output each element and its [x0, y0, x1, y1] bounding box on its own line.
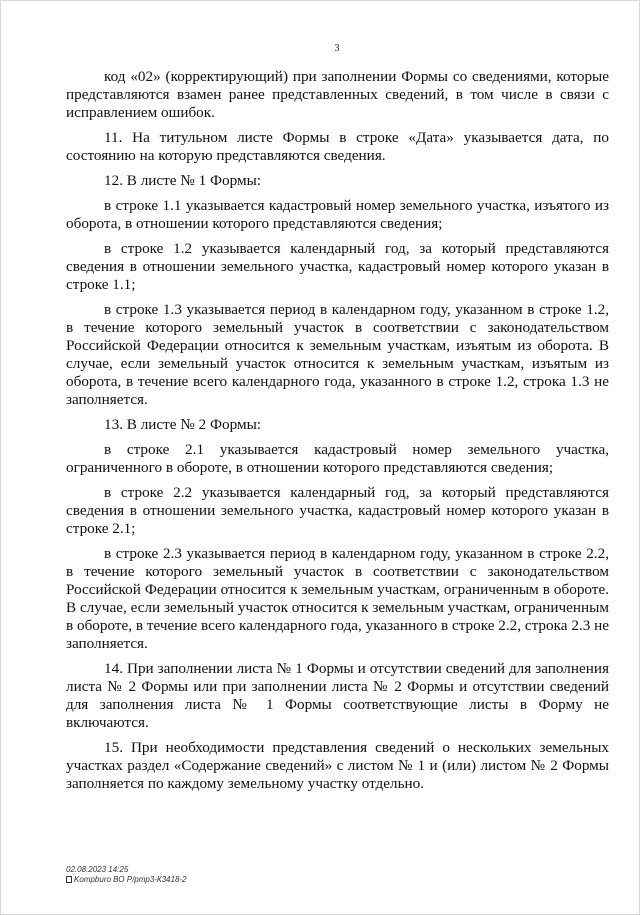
paragraph-continuation: код «02» (корректирующий) при заполнении Формы со сведениями, которые представляются взамен ранее представленных сведений, в том числе в связи с исправлением ошибок.	[66, 68, 609, 121]
paragraph-12-heading: 12. В листе № 1 Формы:	[104, 172, 261, 189]
page-number: 3	[334, 43, 340, 54]
paragraph-13-heading: 13. В листе № 2 Формы:	[104, 416, 261, 433]
paragraph-line-2-1: в строке 2.1 указывается кадастровый номер земельного участка, ограниченного в обороте, в отношении которого представляются сведения;	[66, 441, 609, 476]
document-footer	[66, 865, 187, 885]
footer-reference	[66, 875, 187, 885]
paragraph-14: 14. При заполнении листа № 1 Формы и отсутствии сведений для заполнения листа № 2 Формы или при заполнении листа № 2 Формы и отсутствии сведений для заполнения листа № 1 Формы соответствующие листы в Форму не включаются.	[66, 660, 609, 731]
paragraph-11: 11. На титульном листе Формы в строке «Дата» указывается дата, по состоянию на которую представляются сведения.	[66, 129, 609, 164]
paragraph-line-2-3: в строке 2.3 указывается период в календарном году, указанном в строке 2.2, в течение которого земельный участок в соответствии с законодательством Российской Федерации относится к земельным участкам, ограниченным в обороте. В случае, если земельный участок относится к земельным участкам, ограниченным в обороте, в течение всего календарного года, указанного в строке 2.2, строка 2.3 не заполняется.	[66, 545, 609, 652]
footer-timestamp: 02.08.2023 14:25	[66, 865, 129, 874]
paragraph-line-2-2: в строке 2.2 указывается календарный год, за который представляются сведения в отношении земельного участка, кадастровый номер которого указан в строке 2.1;	[66, 484, 609, 537]
paragraph-15: 15. При необходимости представления сведений о нескольких земельных участках раздел «Содержание сведений» с листом № 1 и (или) листом № 2 Формы заполняется по каждому земельному участку отдельно.	[66, 739, 609, 792]
document-icon	[66, 876, 72, 883]
paragraph-line-1-2: в строке 1.2 указывается календарный год, за который представляются сведения в отношении земельного участка, кадастровый номер которого указан в строке 1.1;	[66, 240, 609, 293]
footer-reference-text: Kompburo ВО Р/ртр3-К3418-2	[74, 875, 187, 884]
paragraph-line-1-1: в строке 1.1 указывается кадастровый номер земельного участка, изъятого из оборота, в отношении которого представляются сведения;	[66, 197, 609, 232]
document-body	[66, 68, 609, 800]
paragraph-line-1-3: в строке 1.3 указывается период в календарном году, указанном в строке 1.2, в течение которого земельный участок в соответствии с законодательством Российской Федерации относится к земельным участкам, изъятым из оборота. В случае, если земельный участок относится к земельным участкам, изъятым из оборота, в течение всего календарного года, указанного в строке 1.2, строка 1.3 не заполняется.	[66, 301, 609, 408]
